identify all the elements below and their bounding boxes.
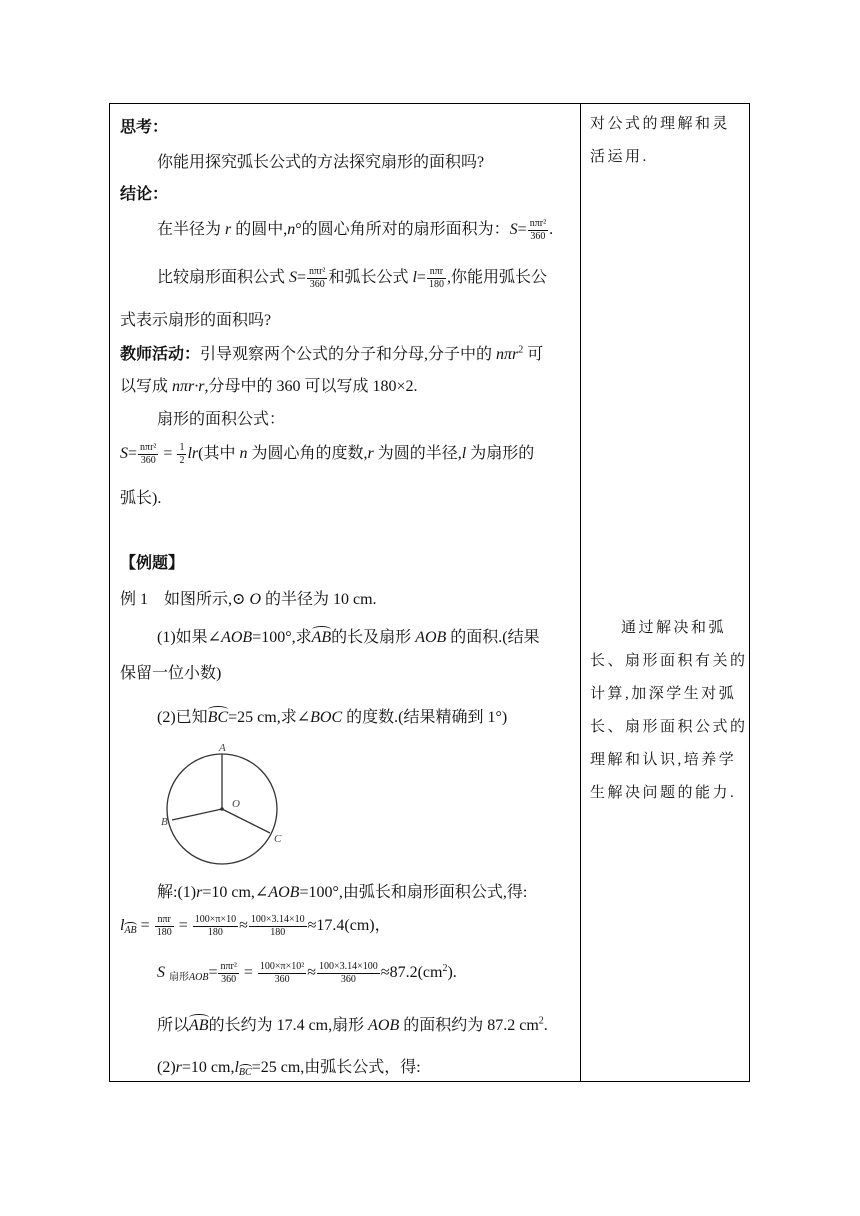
label-b: B: [161, 816, 168, 828]
side-note-2-line-4: 长、扇形面积公式的: [590, 719, 748, 735]
label-c: C: [274, 833, 282, 845]
sol-frac-4: $\frac{\text{nπr²}}{360}$: [220, 961, 237, 985]
teacher-line-1: 教师活动：引导观察两个公式的分子和分母,分子中的 nπr$^2$ 可: [120, 344, 544, 363]
sol-frac-5: $\frac{\text{100×π×10²}}{360}$: [259, 961, 305, 985]
lesson-table: [109, 103, 750, 1082]
radius-ob: [172, 809, 222, 820]
compare-line: 比较扇形面积公式 S= $\frac{\text{nπr²}}{360}$ 和弧长公式 l= $\frac{\text{nπr}}{180}$ ,你能用弧长公: [157, 265, 547, 290]
conclusion-heading: 结论：: [120, 186, 169, 203]
side-note-1-line-1: 对公式的理解和灵: [590, 116, 731, 132]
circle-figure: [148, 741, 308, 871]
solution-arc-length: lAB = $\frac{\text{nπr}}{180}$ = $\frac{100\times\pi\times 10}{180}$ ≈ $\frac{100\times 3.14\times 10}{180}$ ≈17.4(cm)，: [120, 913, 391, 938]
side-note-2-line-5: 理解和认识,培养学: [590, 752, 737, 768]
question-2: (2)已知BC=25 cm,求∠BOC 的度数.(结果精确到 1°): [157, 709, 508, 726]
solution-area: S $_{扇形AOB}$= $\frac{\text{nπr²}}{360}$ = $\frac{\text{100×π×10²}}{360}$ ≈ $\frac{100\times 3.14\times 100}{360}$ $\approx 87.2(cm^2)$.: [157, 961, 457, 985]
area-formula-line-2: 弧长).: [120, 490, 162, 507]
area-fraction: $\frac{\text{nπr²}}{360}$: [529, 217, 547, 242]
area-formula-line: S= $\frac{\text{nπr²}}{360}$ = $\frac{1}{2}$ lr(其中 n 为圆心角的度数,r 为圆的半径,l 为扇形的: [120, 441, 535, 466]
radius-oc: [222, 809, 270, 833]
solution-conclusion: 所以AB的长约为 17.4 cm,扇形 AOB 的面积约为 87.2 $cm^2$.: [157, 1015, 548, 1034]
side-note-2-line-2: 长、扇形面积有关的: [590, 653, 748, 669]
side-note-2-line-6: 生解决问题的能力.: [590, 785, 737, 801]
solution-line-1: 解:(1)r=10 cm,∠AOB=100°,由弧长和扇形面积公式,得:: [157, 884, 528, 901]
center-point: [220, 807, 224, 811]
column-divider: [580, 104, 581, 1081]
sol-frac-2: $\frac{100\times\pi\times 10}{180}$: [194, 913, 237, 938]
side-note-2-line-3: 计算,加深学生对弧: [590, 686, 737, 702]
conclusion-line: 在半径为 r 的圆中,n°的圆心角所对的扇形面积为：S= $\frac{\text{nπr²}}{360}$ .: [157, 217, 554, 242]
solution-part-2: (2)r=10 cm,lBC=25 cm,由弧长公式，得:: [157, 1059, 421, 1078]
area-fraction-3: $\frac{\text{nπr²}}{360}$: [140, 441, 157, 466]
teacher-line-2: 以写成 nπr·r,分母中的 360 可以写成 180×2.: [120, 378, 418, 395]
area-fraction-2: $\frac{\text{nπr²}}{360}$: [309, 265, 326, 290]
example-heading: 【例题】: [120, 555, 185, 572]
label-o: O: [232, 798, 240, 810]
label-a: A: [219, 742, 226, 754]
sol-frac-6: $\frac{100\times 3.14\times 100}{360}$: [319, 961, 378, 985]
question-1: (1)如果∠AOB=100°,求AB的长及扇形 AOB 的面积.(结果: [157, 629, 540, 646]
side-note-2-line-1: 通过解决和弧: [621, 620, 727, 636]
compare-line-2: 式表示扇形的面积吗?: [120, 312, 272, 329]
half-fraction: $\frac{1}{2}$: [179, 441, 185, 466]
think-heading: 思考：: [120, 119, 169, 136]
think-question: 你能用探究弧长公式的方法探究扇形的面积吗?: [157, 154, 485, 171]
area-formula-title: 扇形的面积公式：: [157, 411, 286, 428]
side-note-1-line-2: 活运用.: [590, 149, 649, 165]
question-1-line-2: 保留一位小数): [120, 665, 222, 682]
sol-frac-3: $\frac{100\times 3.14\times 10}{180}$: [250, 913, 305, 938]
sol-frac-1: $\frac{\text{nπr}}{180}$: [156, 913, 172, 938]
example-intro: 例 1 如图所示,⊙ O 的半径为 10 cm.: [120, 591, 377, 608]
arc-fraction: $\frac{\text{nπr}}{180}$: [428, 265, 444, 290]
